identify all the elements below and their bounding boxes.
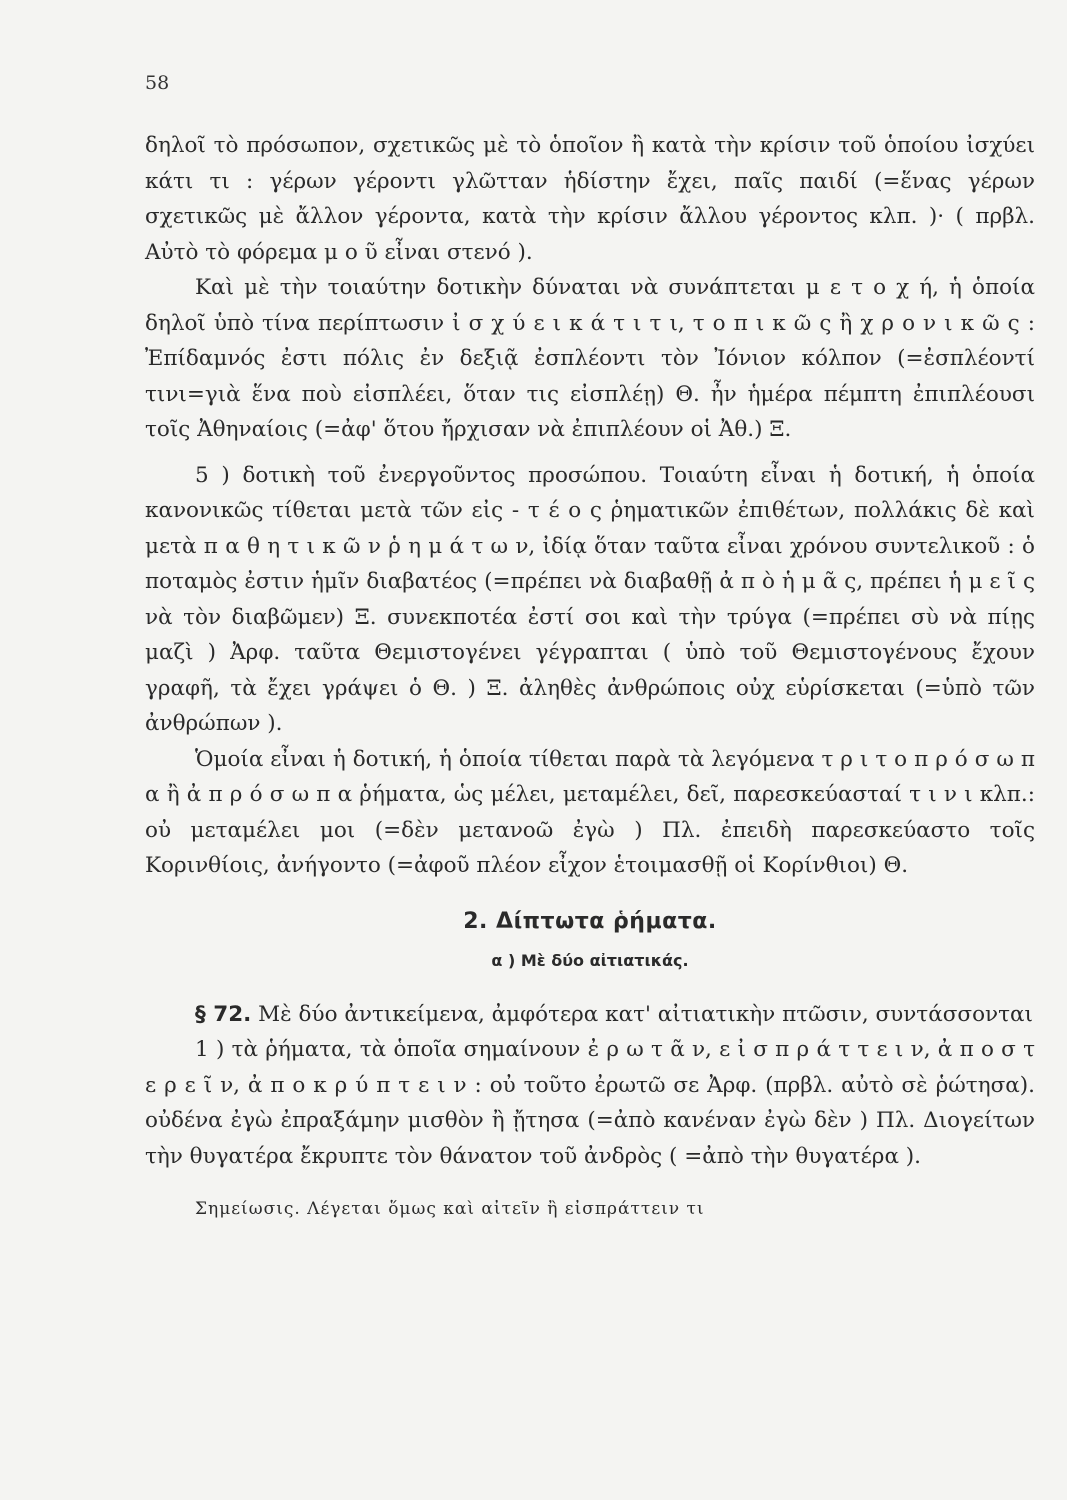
section-number: § 72.	[195, 1001, 252, 1027]
paragraph-3: 5 ) δοτικὴ τοῦ ἐνεργοῦντος προσώπου. Τοιαύτη εἶναι ἡ δοτική, ἡ ὁποία κανονικῶς τίθεται μετὰ τῶν εἰς - τ έ ο ς ῥηματικῶν ἐπιθέτων, πολλάκις δὲ καὶ μετὰ π α θ η τ ι κ ῶ ν ῥ η μ ά τ ω ν, ἰδίᾳ ὅταν ταῦτα εἶναι χρόνου συντελικοῦ : ὁ ποταμὸς ἐστιν ἡμῖν διαβατέος (=πρέπει νὰ διαβαθῇ ἀ π ὸ ἡ μ ᾶ ς, πρέπει ἡ μ ε ῖ ς νὰ τὸν διαβῶμεν) Ξ. συνεκποτέα ἐστί σοι καὶ τὴν τρύγα (=πρέπει σὺ νὰ πίῃς μαζὶ ) Ἀρφ. ταῦτα Θεμιστογένει γέγραπται ( ὑπὸ τοῦ Θεμιστογένους ἔχουν γραφῆ, τὰ ἔχει γράψει ὁ Θ. ) Ξ. ἀληθὲς ἀνθρώποις οὐχ εὑρίσκεται (=ὑπὸ τῶν ἀνθρώπων ).	[145, 462, 1035, 736]
section-72-text: Μὲ δύο ἀντικείμενα, ἀμφότερα κατ' αἰτιατικὴν πτῶσιν, συντάσσονται	[258, 1001, 1033, 1027]
section-72-item-1: 1 ) τὰ ῥήματα, τὰ ὁποῖα σημαίνουν ἐ ρ ω τ ᾶ ν, ε ἰ σ π ρ ά τ τ ε ι ν, ἀ π ο σ τ ε ρ ε ῖ ν, ἀ π ο κ ρ ύ π τ ε ι ν : οὐ τοῦτο ἐρωτῶ σε Ἀρφ. (πρβλ. αὐτὸ σὲ ῥώτησα). οὐδένα ἐγὼ ἐπραξάμην μισθὸν ἢ ᾔτησα (=ἀπὸ κανέναν ἐγὼ δὲν ) Πλ. Διογείτων τὴν θυγατέρα ἔκρυπτε τὸν θάνατον τοῦ ἀνδρὸς ( =ἀπὸ τὴν θυγατέρα ).	[145, 1037, 1035, 1169]
body-text	[145, 128, 1035, 1228]
paragraph-1: δηλοῖ τὸ πρόσωπον, σχετικῶς μὲ τὸ ὁποῖον ἢ κατὰ τὴν κρίσιν τοῦ ὁποίου ἰσχύει κάτι τι : γέρων γέροντι γλῶτταν ἡδίστην ἔχει, παῖς παιδί (=ἕνας γέρων σχετικῶς μὲ ἄλλον γέροντα, κατὰ τὴν κρίσιν ἄλλου γέροντος κλπ. )· ( πρβλ. Αὐτὸ τὸ φόρεμα μ ο ῦ εἶναι στενό ).	[145, 133, 1035, 265]
paragraph-2: Καὶ μὲ τὴν τοιαύτην δοτικὴν δύναται νὰ συνάπτεται μ ε τ ο χ ή, ἡ ὁποία δηλοῖ ὑπὸ τίνα περίπτωσιν ἰ σ χ ύ ε ι κ ά τ ι τ ι, τ ο π ι κ ῶ ς ἢ χ ρ ο ν ι κ ῶ ς : Ἐπίδαμνός ἐστι πόλις ἐν δεξιᾷ ἐσπλέοντι τὸν Ἰόνιον κόλπον (=ἐσπλέοντί τινι=γιὰ ἕνα ποὺ εἰσπλέει, ὅταν τις εἰσπλέῃ) Θ. ἦν ἡμέρα πέμπτη ἐπιπλέουσι τοῖς Ἀθηναίοις (=ἀφ' ὅτου ἤρχισαν νὰ ἐπιπλέουν οἱ Ἀθ.) Ξ.	[145, 275, 1035, 442]
section-72-paragraph	[145, 997, 1035, 1033]
footnote: Σημείωσις. Λέγεται ὅμως καὶ αἰτεῖν ἢ εἰσπράττειν τι	[195, 1199, 705, 1219]
page-number: 58	[145, 72, 170, 94]
section-heading: 2. Δίπτωτα ῥήματα.	[463, 908, 717, 934]
subsection-heading: α ) Μὲ δύο αἰτιατικάς.	[491, 951, 689, 970]
paragraph-4: Ὁμοία εἶναι ἡ δοτική, ἡ ὁποία τίθεται παρὰ τὰ λεγόμενα τ ρ ι τ ο π ρ ό σ ω π α ἢ ἀ π ρ ό σ ω π α ῥήματα, ὡς μέλει, μεταμέλει, δεῖ, παρεσκεύασταί τ ι ν ι κλπ.: οὐ μεταμέλει μοι (=δὲν μετανοῶ ἐγὼ ) Πλ. ἐπειδὴ παρεσκεύαστο τοῖς Κορινθίοις, ἀνήγοντο (=ἀφοῦ πλέον εἶχον ἑτοιμασθῇ οἱ Κορίνθιοι) Θ.	[145, 746, 1035, 878]
